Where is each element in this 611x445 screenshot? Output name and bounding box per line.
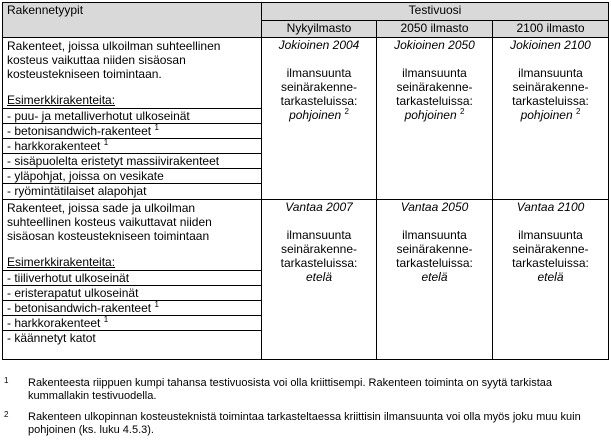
row2-cell-2100 bbox=[493, 200, 609, 360]
subheader-row bbox=[3, 21, 609, 38]
cell-line: ilmansuunta bbox=[518, 228, 583, 242]
cell-line: ilmansuunta bbox=[286, 228, 352, 242]
example-item: - tiiliverhotut ulkoseinät bbox=[3, 270, 261, 285]
row1-cell-2050 bbox=[377, 38, 493, 200]
example-item: - puu- ja metalliverhotut ulkoseinät bbox=[3, 108, 261, 123]
row2-examples-title: Esimerkkirakenteita: bbox=[7, 255, 116, 269]
footnote-mark: 1 bbox=[4, 376, 9, 385]
example-item: - harkkorakenteet $^1$ bbox=[3, 315, 261, 330]
table-row bbox=[3, 200, 609, 360]
cell-title: Jokioinen 2050 bbox=[394, 38, 475, 52]
cell-line: tarkasteluissa: bbox=[280, 256, 358, 270]
structure-types-table bbox=[2, 2, 609, 360]
cell-line: tarkasteluissa: bbox=[512, 94, 589, 108]
cell-line: seinärakenne- bbox=[512, 242, 589, 256]
example-item: - yläpohjat, joissa on vesikate bbox=[3, 168, 261, 183]
row1-cell-current bbox=[262, 38, 377, 200]
cell-direction: etelä bbox=[537, 270, 564, 284]
footnote-text: Rakenteen ulkopinnan kosteusteknistä toimintaa tarkasteltaessa kriittisin ilmansuunta voi olla myös joku muu kuin pohjoinen (ks. luku 4.5.3). bbox=[28, 411, 581, 436]
cell-direction: etelä bbox=[305, 270, 333, 284]
example-item: - betonisandwich-rakenteet $^1$ bbox=[3, 123, 261, 138]
header-col-2050: 2050 ilmasto bbox=[377, 21, 493, 38]
example-item: - eristerapatut ulkoseinät bbox=[3, 285, 261, 300]
row2-description-cell bbox=[3, 200, 262, 360]
row1-examples-title: Esimerkkirakenteita: bbox=[7, 93, 116, 107]
row1-description: Rakenteet, joissa ulkoilman suhteellinen kosteus vaikuttaa niiden sisäosan kosteustekniseen toimintaan. bbox=[7, 39, 221, 81]
header-testivuosi: Testivuosi bbox=[262, 3, 609, 21]
row2-description: Rakenteet, joissa sade ja ulkoilman suhteellinen kosteus vaikuttavat niiden sisäosan kosteustekniseen toimintaan bbox=[7, 201, 212, 243]
footnote-text: Rakenteesta riippuen kumpi tahansa testivuosista voi olla kriittisempi. Rakenteen toiminta on syytä tarkistaa kummallakin testivuodella. bbox=[28, 377, 552, 402]
footnotes bbox=[2, 374, 608, 437]
row2-examples-list bbox=[3, 270, 261, 345]
cell-direction: pohjoinen $^2$ bbox=[289, 107, 349, 122]
cell-line: ilmansuunta bbox=[402, 66, 467, 80]
cell-line: ilmansuunta bbox=[402, 228, 467, 242]
row1-cell-2100 bbox=[493, 38, 609, 200]
footnote-1 bbox=[2, 377, 608, 403]
cell-line: seinärakenne- bbox=[396, 80, 473, 94]
cell-direction: pohjoinen $^2$ bbox=[520, 107, 581, 122]
cell-title: Jokioinen 2004 bbox=[278, 38, 360, 52]
example-item: - betonisandwich-rakenteet $^1$ bbox=[3, 300, 261, 315]
header-col-2100: 2100 ilmasto bbox=[493, 21, 609, 38]
footnote-2 bbox=[2, 411, 608, 437]
footnote-mark: 2 bbox=[4, 410, 9, 419]
example-item: - käännetyt katot bbox=[3, 330, 261, 345]
cell-title: Vantaa 2100 bbox=[516, 200, 585, 214]
example-item: - ryömintätilaiset alapohjat bbox=[3, 183, 261, 198]
example-item: - harkkorakenteet $^1$ bbox=[3, 138, 261, 153]
cell-line: ilmansuunta bbox=[286, 66, 352, 80]
cell-line: tarkasteluissa: bbox=[280, 94, 358, 108]
cell-line: ilmansuunta bbox=[518, 66, 583, 80]
row2-cell-2050 bbox=[377, 200, 493, 360]
cell-direction: etelä bbox=[421, 270, 448, 284]
cell-direction: pohjoinen $^2$ bbox=[404, 107, 465, 122]
cell-line: seinärakenne- bbox=[512, 80, 589, 94]
row1-description-cell bbox=[3, 38, 262, 200]
table-row bbox=[3, 38, 609, 200]
header-row bbox=[3, 3, 609, 21]
cell-title: Vantaa 2007 bbox=[285, 200, 353, 214]
row2-cell-current bbox=[262, 200, 377, 360]
cell-line: seinärakenne- bbox=[396, 242, 473, 256]
header-blank bbox=[3, 21, 262, 38]
cell-line: tarkasteluissa: bbox=[396, 256, 473, 270]
cell-line: tarkasteluissa: bbox=[396, 94, 473, 108]
cell-title: Vantaa 2050 bbox=[400, 200, 469, 214]
header-col-current: Nykyilmasto bbox=[262, 21, 377, 38]
cell-line: seinärakenne- bbox=[280, 80, 358, 94]
cell-title: Jokioinen 2100 bbox=[510, 38, 591, 52]
header-rakennetyypit: Rakennetyypit bbox=[3, 3, 262, 21]
cell-line: seinärakenne- bbox=[280, 242, 358, 256]
example-item: - sisäpuolelta eristetyt massiivirakenteet bbox=[3, 153, 261, 168]
cell-line: tarkasteluissa: bbox=[512, 256, 589, 270]
row1-examples-list bbox=[3, 108, 261, 198]
